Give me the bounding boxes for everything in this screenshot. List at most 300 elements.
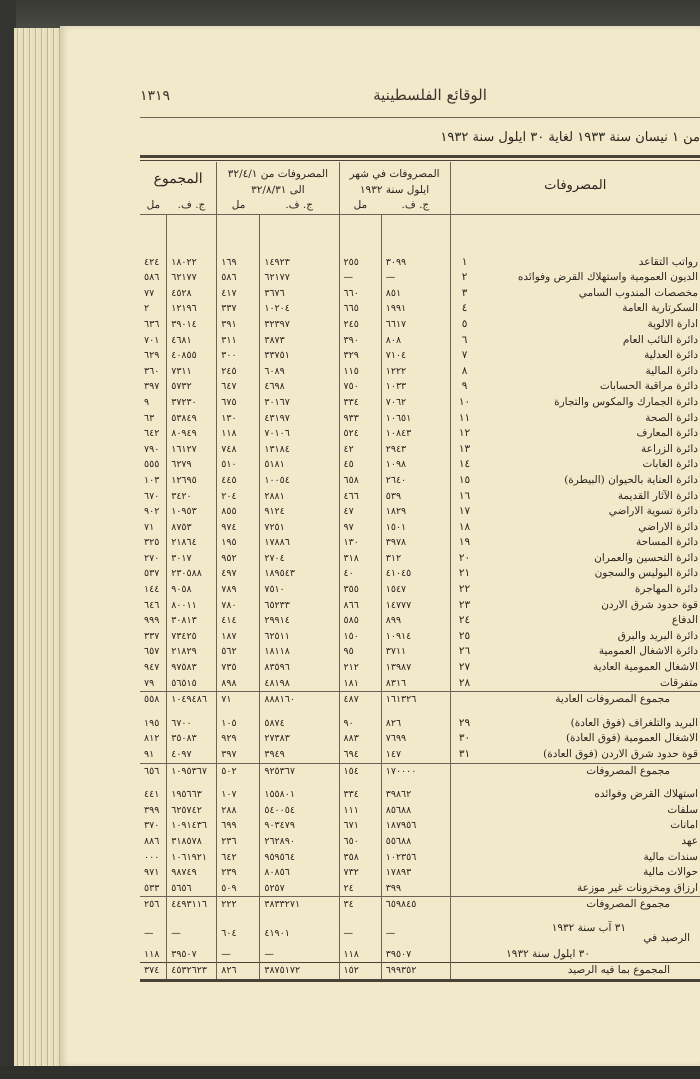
row-label: البريد والتلغراف (فوق العادة): [570, 716, 698, 729]
total-mil: ٥٣٣: [140, 881, 167, 897]
period-2-mil: ٣٤: [339, 897, 381, 913]
total-pound: ٣٥٠٨٣: [167, 731, 217, 747]
expenditure-table: [140, 162, 700, 982]
period-2-mil: ٦٦٠: [339, 286, 381, 302]
period-2-pound: ٨٩٩: [381, 613, 450, 629]
row-label: دائرة مراقبة الحسابات: [599, 380, 698, 393]
row-index: ٢٨: [458, 676, 471, 689]
total-mil: ١٠٣: [140, 473, 167, 489]
row-label: مجموع المصروفات: [479, 763, 700, 779]
total-mil: ٣٩٩: [140, 803, 167, 819]
period-2-mil: ١١١: [339, 803, 381, 819]
book-binding-top: [0, 0, 700, 28]
period-2-mil: ٨٨٣: [339, 731, 381, 747]
total-pound: ٣٠٨١٣: [167, 613, 217, 629]
period-2-mil: ٣٩٠: [339, 333, 381, 349]
total-mil: ٦٥٦: [140, 763, 167, 779]
total-pound: ١٨٠٢٢: [167, 255, 217, 271]
period-1-mil: ٦٧٥: [217, 395, 260, 411]
unit-mil: مل: [353, 199, 368, 211]
table-row-other: [140, 787, 700, 803]
col-header-period-2: [339, 162, 450, 198]
period-1-mil: ٣٩٧: [217, 747, 260, 763]
row-label: متفرقات: [659, 676, 698, 689]
table-row: [140, 348, 700, 364]
period-1-mil: ٢٤٥: [217, 364, 260, 380]
table-row: [140, 613, 700, 629]
table-row: [140, 411, 700, 427]
total-pound: ٥٦٥١٥: [167, 676, 217, 692]
final-total-row: [140, 963, 700, 981]
row-index: ٢٣: [458, 598, 471, 611]
period-1-pound: ٥١٨١: [260, 457, 339, 473]
total-pound: ١٠٦١٩٢١: [167, 850, 217, 866]
row-label: رواتب التقاعد: [638, 255, 698, 268]
total-mil: ٦٢٩: [140, 348, 167, 364]
period-2-pound: ٧٠٦٢: [381, 395, 450, 411]
total-mil: ٧٠١: [140, 333, 167, 349]
period-1-mil: ٣١١: [217, 333, 260, 349]
total-pound: ٤٠٨٥٥: [167, 348, 217, 364]
period-2-mil: ٣١٨: [339, 551, 381, 567]
row-index: ١٠: [458, 395, 471, 408]
total-pound: ٢١٨٢٩: [167, 644, 217, 660]
row-label: السكرتارية العامة: [622, 302, 698, 315]
period-1-pound: ٢٧٣٨٣: [260, 731, 339, 747]
total-pound: ٣٧٢٣٠: [167, 395, 217, 411]
row-label: دائرة الزراعة: [641, 442, 698, 455]
period-2-pound: ١٠٦٥١: [381, 411, 450, 427]
period-2-pound: ٣٠٩٩: [381, 255, 450, 271]
total-mil: ٧٩: [140, 676, 167, 692]
total-mil: ٠٠٠: [140, 850, 167, 866]
total-pound: —: [167, 921, 217, 947]
period-1-line2: الى ٣٢/٨/٣١: [251, 184, 305, 196]
table-row: [140, 520, 700, 536]
period-1-pound: ٣٣٧٥١: [260, 348, 339, 364]
header-rule: [140, 117, 700, 118]
period-2-pound: ٨٣١٦: [381, 676, 450, 692]
period-2-pound: ٦٩٩٣٥٢: [381, 963, 450, 981]
row-index: ٤: [461, 302, 468, 315]
col-header-period-1: [217, 162, 339, 198]
total-mil: ٦٤٢: [140, 426, 167, 442]
period-1-pound: ٣٨٧٥١٧٢: [260, 963, 339, 981]
row-index: ٩: [461, 380, 468, 393]
period-1-mil: ٤١٧: [217, 286, 260, 302]
total-pound: ٦٢٥٧٤٢: [167, 803, 217, 819]
period-1-mil: ٧٨٩: [217, 582, 260, 598]
unit-pound: ج. ف.: [260, 198, 339, 214]
row-index: ١٤: [458, 458, 471, 471]
table-row: [140, 317, 700, 333]
period-2-mil: —: [339, 270, 381, 286]
period-1-mil: ١٦٩: [217, 255, 260, 271]
period-2-pound: ٨٢٦: [381, 716, 450, 732]
period-1-pound: ١٠٠٥٤: [260, 473, 339, 489]
total-mil: ٥٨٦: [140, 270, 167, 286]
page-edges: [14, 28, 64, 1066]
period-1-mil: ٨٢٦: [217, 963, 260, 981]
row-label: مجموع المصروفات العادية: [479, 692, 700, 708]
period-1-pound: —: [260, 947, 339, 963]
period-1-pound: ٣٨٧٣: [260, 333, 339, 349]
table-row-other: [140, 850, 700, 866]
period-1-pound: ٩٢٥٣٦٧: [260, 763, 339, 779]
period-1-mil: ٥٦٢: [217, 644, 260, 660]
period-1-mil: ٤١٤: [217, 613, 260, 629]
total-mil: ١٤٤: [140, 582, 167, 598]
total-pound: ١٠٩١٤٣٦: [167, 818, 217, 834]
period-2-mil: ٦٥٠: [339, 834, 381, 850]
total-mil: ٦٧٠: [140, 489, 167, 505]
row-label: دائرة المساحة: [635, 536, 698, 549]
table-row-other: [140, 865, 700, 881]
unit-mil: مل: [231, 199, 246, 211]
period-1-mil: ١٣٠: [217, 411, 260, 427]
total-expenditure-row: [140, 763, 700, 779]
period-1-pound: ٩٠٣٤٧٩: [260, 818, 339, 834]
period-2-mil: ٤٦٦: [339, 489, 381, 505]
total-mil: ٩١: [140, 747, 167, 763]
row-label: دائرة التحسين والعمران: [594, 551, 698, 564]
total-pound: ١٠٤٩٤٨٦: [167, 692, 217, 708]
period-2-mil: ٩٥: [339, 644, 381, 660]
period-1-mil: ٧٤٨: [217, 442, 260, 458]
row-label: الاشغال العمومية (فوق العادة): [565, 732, 698, 745]
period-2-mil: ٣٢٩: [339, 348, 381, 364]
period-1-pound: ٣٠١٦٧: [260, 395, 339, 411]
row-label: حوالات مالية: [643, 866, 698, 879]
total-pound: ٢٣٠٥٨٨: [167, 566, 217, 582]
row-label: مجموع المصروفات: [479, 897, 700, 913]
row-label: الاشغال العمومية العادية: [593, 661, 698, 674]
row-label: دائرة النائب العام: [622, 333, 698, 346]
period-2-pound: ١٤٧: [381, 747, 450, 763]
book-binding-bottom: [0, 1066, 700, 1079]
period-2-mil: ٤٠: [339, 566, 381, 582]
period-2-pound: ١٧٨٩٣: [381, 865, 450, 881]
total-mil: ٨٨٦: [140, 834, 167, 850]
total-mil: ٧٩٠: [140, 442, 167, 458]
total-pound: ٤٠٩٧: [167, 747, 217, 763]
period-1-mil: ٤٤٥: [217, 473, 260, 489]
row-index: ٢: [461, 271, 468, 284]
unit-pound: ج. ف.: [381, 198, 450, 214]
period-2-pound: ١٢٢٢: [381, 364, 450, 380]
page-number: ١٣١٩: [140, 88, 171, 104]
total-pound: ١٢٦٩٥: [167, 473, 217, 489]
period-1-mil: ١٩٥: [217, 535, 260, 551]
total-pound: ٦٢١٧٧: [167, 270, 217, 286]
period-1-mil: ٤٩٧: [217, 566, 260, 582]
period-2-pound: ٣٩٥٠٧: [381, 947, 450, 963]
row-label: مخصصات المندوب السامي: [578, 286, 698, 299]
grand-expenditure-row: [140, 897, 700, 913]
table-row: [140, 504, 700, 520]
total-pound: ٣٠١٧: [167, 551, 217, 567]
total-pound: ٨٧٥٣: [167, 520, 217, 536]
period-2-pound: ٥٥٦٨٨: [381, 834, 450, 850]
total-mil: ٩٠٢: [140, 504, 167, 520]
total-mil: ٣٣٧: [140, 629, 167, 645]
period-2-mil: ٣٥٥: [339, 582, 381, 598]
period-1-mil: ٢٨٨: [217, 803, 260, 819]
total-mil: ٢٧٠: [140, 551, 167, 567]
period-1-mil: ٧٣٥: [217, 660, 260, 676]
total-pound: ٦٢٧٩: [167, 457, 217, 473]
period-1-pound: ١٥٥٨٠١: [260, 787, 339, 803]
total-pound: ١٠٩٥٣٦٧: [167, 763, 217, 779]
period-1-pound: ٦٢١٧٧: [260, 270, 339, 286]
total-mil: ٣٧٠: [140, 818, 167, 834]
period-2-mil: ٣٥٨: [339, 850, 381, 866]
period-2-mil: ٧٥٠: [339, 379, 381, 395]
document-page: [60, 26, 700, 1066]
row-index: ٢٢: [458, 583, 471, 596]
table-row: [140, 566, 700, 582]
period-1-pound: ٤٣١٩٧: [260, 411, 339, 427]
row-index: ٢٦: [458, 645, 471, 658]
period-2-pound: ١٥٠١: [381, 520, 450, 536]
unit-pound: ج. ف.: [167, 198, 217, 214]
period-1-mil: ٧١: [217, 692, 260, 708]
total-pound: ٨٠٩٤٩: [167, 426, 217, 442]
period-1-mil: ٦٠٤: [217, 921, 260, 947]
period-1-mil: ٥٠٩: [217, 881, 260, 897]
balance-date-2: ٣٠ ايلول سنة ١٩٣٢: [506, 947, 590, 960]
row-index: ١٣: [458, 442, 471, 455]
period-1-pound: ٣٩٤٩: [260, 747, 339, 763]
row-label: دائرة المهاجرة: [634, 583, 698, 596]
total-pound: ٢١٨٦٤: [167, 535, 217, 551]
total-pound: ١٦١٢٧: [167, 442, 217, 458]
total-mil: ٦٥٧: [140, 644, 167, 660]
table-row: [140, 660, 700, 676]
row-label: الديون العمومية واستهلاك القرض وفوائده: [517, 271, 698, 284]
period-2-pound: ١٧٠٠٠٠: [381, 763, 450, 779]
table-row: [140, 644, 700, 660]
total-mil: ٢: [140, 301, 167, 317]
row-index: ١٨: [458, 520, 471, 533]
total-pound: ٤٦٨١: [167, 333, 217, 349]
row-label: المجموع بما فيه الرصيد: [479, 963, 700, 981]
total-pound: ١٠٩٥٣: [167, 504, 217, 520]
total-pound: ٩٨٧٤٩: [167, 865, 217, 881]
table-row: [140, 598, 700, 614]
period-2-mil: ٩٠: [339, 716, 381, 732]
period-2-pound: ٣١٢: [381, 551, 450, 567]
period-2-pound: ٦٥٩٨٤٥: [381, 897, 450, 913]
col-header-total: المجموع: [140, 162, 217, 198]
row-label: سندات مالية: [643, 850, 698, 863]
period-2-mil: ٤٧: [339, 504, 381, 520]
period-1-line1: المصروفات من ٣٢/٤/١: [227, 168, 328, 180]
total-mil: ٧١: [140, 520, 167, 536]
col-header-description: المصروفات: [544, 178, 607, 193]
period-1-pound: ٤١٩٠١: [260, 921, 339, 947]
row-label: دائرة المعارف: [636, 427, 698, 440]
row-label: دائرة الآثار القديمة: [617, 489, 698, 502]
period-1-pound: ٥٢٥٧: [260, 881, 339, 897]
period-2-mil: ٤٥: [339, 457, 381, 473]
row-label: دائرة البريد والبرق: [617, 629, 698, 642]
row-index: ٦: [461, 333, 468, 346]
table-row-other: [140, 881, 700, 897]
period-1-pound: ٢٧٠٤: [260, 551, 339, 567]
total-mil: ٩٩٩: [140, 613, 167, 629]
balance-label: الرصيد في: [643, 931, 690, 944]
row-label: دائرة العناية بالحيوان (البيطرة): [564, 473, 698, 486]
period-1-pound: ٨٠٨٥٦: [260, 865, 339, 881]
period-2-mil: ٤٨٧: [339, 692, 381, 708]
total-pound: ٥٣٨٤٩: [167, 411, 217, 427]
period-1-pound: ٦٠٨٩: [260, 364, 339, 380]
total-mil: ٣٩٧: [140, 379, 167, 395]
total-mil: ٣٢٥: [140, 535, 167, 551]
table-row-other: [140, 803, 700, 819]
period-2-mil: ٦٩٤: [339, 747, 381, 763]
period-1-pound: ١٨١١٨: [260, 644, 339, 660]
table-row: [140, 457, 700, 473]
period-1-mil: ١١٨: [217, 426, 260, 442]
period-1-mil: ٣٠٠: [217, 348, 260, 364]
period-1-pound: ٤٨١٩٨: [260, 676, 339, 692]
period-2-pound: ٨٥١: [381, 286, 450, 302]
total-mil: ٤٢٤: [140, 255, 167, 271]
table-row: [140, 364, 700, 380]
period-2-mil: ٩٧: [339, 520, 381, 536]
period-2-pound: ١٠٩٨: [381, 457, 450, 473]
table-row: [140, 676, 700, 692]
period-2-pound: ٥٣٩: [381, 489, 450, 505]
table-row: [140, 333, 700, 349]
period-2-pound: —: [381, 270, 450, 286]
row-label: استهلاك القرض وفوائده: [594, 788, 698, 801]
period-2-mil: ٩٣٣: [339, 411, 381, 427]
total-pound: ٤٤٩٣١١٦: [167, 897, 217, 913]
period-1-pound: ١٤٩٢٣: [260, 255, 339, 271]
period-2-mil: —: [339, 921, 381, 947]
period-2-mil: ٢٤٥: [339, 317, 381, 333]
table-row: [140, 301, 700, 317]
period-1-pound: ٩١٢٤: [260, 504, 339, 520]
total-mil: ٩: [140, 395, 167, 411]
balance-row-1: [140, 921, 700, 947]
row-label: الدفاع: [671, 614, 698, 627]
period-2-pound: ٧٦٩٩: [381, 731, 450, 747]
row-index: ١٥: [458, 473, 471, 486]
period-2-mil: ٥٢٤: [339, 426, 381, 442]
period-1-mil: ٢٣٩: [217, 865, 260, 881]
row-index: ١٢: [458, 427, 471, 440]
period-1-mil: ٢٢٢: [217, 897, 260, 913]
period-2-pound: ١٠٣٣: [381, 379, 450, 395]
total-pound: ٣٤٢٠: [167, 489, 217, 505]
unit-mil: مل: [146, 199, 161, 211]
row-index: ٨: [461, 364, 468, 377]
total-pound: ٣٩٠١٤: [167, 317, 217, 333]
row-label: دائرة البوليس والسجون: [594, 567, 698, 580]
period-2-mil: ٧٣٢: [339, 865, 381, 881]
row-index: ١٧: [458, 505, 471, 518]
table-row: [140, 379, 700, 395]
header-spacer-row: [140, 214, 700, 255]
total-pound: ٣١٨٥٧٨: [167, 834, 217, 850]
period-2-mil: ٦٥٨: [339, 473, 381, 489]
total-mil: ٢٥٦: [140, 897, 167, 913]
row-index: ١١: [458, 411, 471, 424]
period-2-mil: ١١٨: [339, 947, 381, 963]
period-2-pound: ٤١٠٤٥: [381, 566, 450, 582]
total-mil: ٣٦٠: [140, 364, 167, 380]
period-1-pound: ٣٨٣٣٢٧١: [260, 897, 339, 913]
period-1-mil: ٩٧٤: [217, 520, 260, 536]
table-row: [140, 473, 700, 489]
total-mil: ٥٥٥: [140, 457, 167, 473]
period-2-pound: ١٠٩١٤: [381, 629, 450, 645]
period-2-mil: ١٣٠: [339, 535, 381, 551]
period-1-pound: ٩٥٩٥٦٤: [260, 850, 339, 866]
period-1-pound: ٧٢٥١: [260, 520, 339, 536]
period-1-mil: ٦٩٩: [217, 818, 260, 834]
total-pound: ٧٣١١: [167, 364, 217, 380]
period-1-pound: ١٠٢٠٤: [260, 301, 339, 317]
period-1-mil: ٣٣٧: [217, 301, 260, 317]
total-pound: ٨٠٠١١: [167, 598, 217, 614]
period-1-mil: ٢٣٦: [217, 834, 260, 850]
total-pound: ٤٥٣٢٦٢٣: [167, 963, 217, 981]
total-mil: ٩٤٧: [140, 660, 167, 676]
row-index: ١: [461, 255, 468, 268]
row-label: ادارة الالوية: [647, 317, 698, 330]
row-index: ٢٥: [458, 629, 471, 642]
period-1-pound: ١٧٨٨٦: [260, 535, 339, 551]
period-1-pound: ٥٤٠٠٥٤: [260, 803, 339, 819]
period-1-pound: ٧٠١٠٦: [260, 426, 339, 442]
balance-row-2: [140, 947, 700, 963]
period-2-mil: ٣٣٤: [339, 395, 381, 411]
period-heading: من ١ نيسان سنة ١٩٣٣ لغاية ٣٠ ايلول سنة ١٩٣٢: [440, 130, 700, 145]
period-1-pound: ٣٦٧٦: [260, 286, 339, 302]
row-label: قوة حدود شرق الاردن: [601, 598, 698, 611]
total-mil: ١٩٥: [140, 716, 167, 732]
period-2-mil: ٨٦٦: [339, 598, 381, 614]
period-1-pound: ٨٨٨١٦٠: [260, 692, 339, 708]
period-1-mil: ٦٤٢: [217, 850, 260, 866]
period-1-mil: ٩٥٢: [217, 551, 260, 567]
period-1-mil: ٨٩٨: [217, 676, 260, 692]
table-row-extraordinary: [140, 747, 700, 763]
total-pound: ٣٩٥٠٧: [167, 947, 217, 963]
table-top-rule: [140, 155, 700, 158]
period-2-pound: ١٨٧٩٥٦: [381, 818, 450, 834]
total-mil: ٥٣٧: [140, 566, 167, 582]
period-2-mil: ٢١٢: [339, 660, 381, 676]
period-2-line1: المصروفات في شهر: [349, 168, 440, 180]
period-1-pound: ٢٩٩١٤: [260, 613, 339, 629]
period-1-mil: ٥١٠: [217, 457, 260, 473]
period-2-pound: ٦٦١٧: [381, 317, 450, 333]
row-index: ٣١: [458, 748, 471, 760]
table-row: [140, 286, 700, 302]
table-row: [140, 535, 700, 551]
total-pound: ٦٧٠٠: [167, 716, 217, 732]
period-2-pound: ١٣٩٨٧: [381, 660, 450, 676]
period-2-mil: ٢٥٥: [339, 255, 381, 271]
total-mil: ٨١٢: [140, 731, 167, 747]
period-2-pound: ١٩٩١: [381, 301, 450, 317]
